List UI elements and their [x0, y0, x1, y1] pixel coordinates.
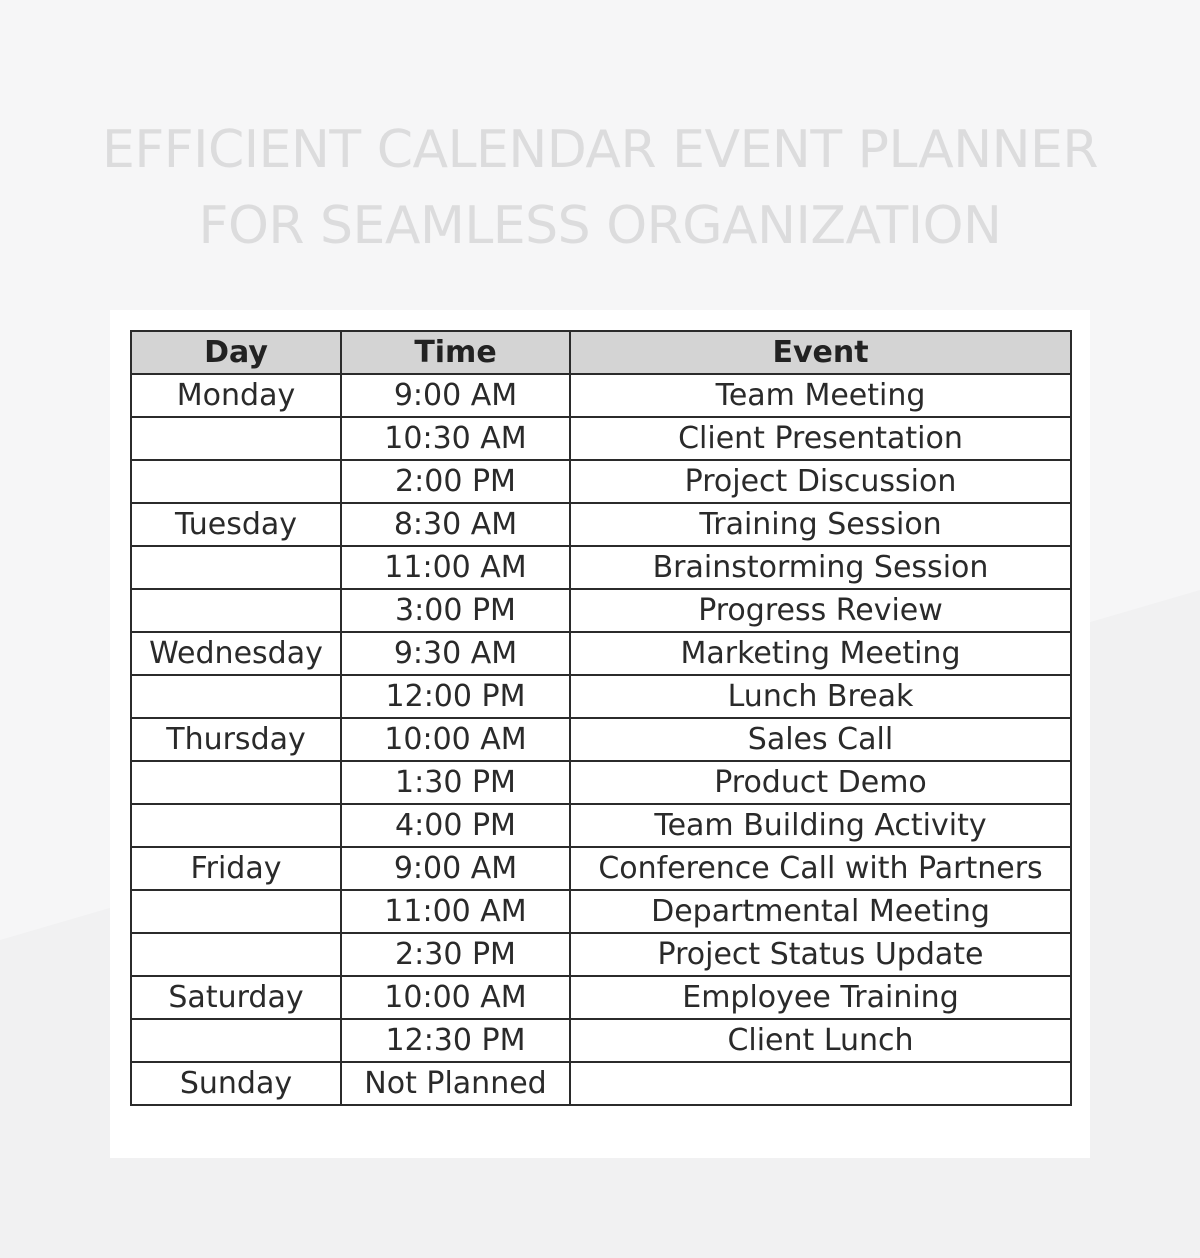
cell-day — [131, 546, 341, 589]
cell-time: 9:30 AM — [341, 632, 570, 675]
cell-event: Departmental Meeting — [570, 890, 1071, 933]
table-row — [131, 1062, 1071, 1105]
cell-event: Lunch Break — [570, 675, 1071, 718]
table-row — [131, 976, 1071, 1019]
cell-event: Project Status Update — [570, 933, 1071, 976]
header-day: Day — [131, 331, 341, 374]
table-row — [131, 847, 1071, 890]
cell-time: 12:30 PM — [341, 1019, 570, 1062]
cell-time: 1:30 PM — [341, 761, 570, 804]
cell-day — [131, 890, 341, 933]
table-row — [131, 761, 1071, 804]
cell-day: Friday — [131, 847, 341, 890]
cell-day — [131, 1019, 341, 1062]
cell-time: 11:00 AM — [341, 546, 570, 589]
header-time: Time — [341, 331, 570, 374]
event-planner-table — [130, 330, 1072, 1106]
cell-event: Training Session — [570, 503, 1071, 546]
cell-time: 11:00 AM — [341, 890, 570, 933]
page-title — [0, 112, 1200, 264]
cell-day — [131, 804, 341, 847]
cell-time: 9:00 AM — [341, 374, 570, 417]
cell-time: 3:00 PM — [341, 589, 570, 632]
table-header-row — [131, 331, 1071, 374]
table-row — [131, 933, 1071, 976]
cell-day: Sunday — [131, 1062, 341, 1105]
cell-event: Conference Call with Partners — [570, 847, 1071, 890]
table-row — [131, 675, 1071, 718]
cell-event: Employee Training — [570, 976, 1071, 1019]
table-row — [131, 503, 1071, 546]
cell-time: 9:00 AM — [341, 847, 570, 890]
table-row — [131, 890, 1071, 933]
cell-event: Team Building Activity — [570, 804, 1071, 847]
cell-day — [131, 589, 341, 632]
cell-event — [570, 1062, 1071, 1105]
cell-time: 2:30 PM — [341, 933, 570, 976]
table-row — [131, 804, 1071, 847]
cell-time: 8:30 AM — [341, 503, 570, 546]
header-event: Event — [570, 331, 1071, 374]
cell-event: Client Lunch — [570, 1019, 1071, 1062]
table-row — [131, 374, 1071, 417]
cell-time: 12:00 PM — [341, 675, 570, 718]
table-row — [131, 460, 1071, 503]
cell-time: 4:00 PM — [341, 804, 570, 847]
cell-day — [131, 933, 341, 976]
cell-time: 10:00 AM — [341, 976, 570, 1019]
table-row — [131, 718, 1071, 761]
table-row — [131, 417, 1071, 460]
cell-time: 10:00 AM — [341, 718, 570, 761]
cell-day: Wednesday — [131, 632, 341, 675]
cell-event: Team Meeting — [570, 374, 1071, 417]
cell-day: Monday — [131, 374, 341, 417]
cell-event: Project Discussion — [570, 460, 1071, 503]
table-row — [131, 1019, 1071, 1062]
title-line-2: FOR SEAMLESS ORGANIZATION — [198, 196, 1002, 256]
table-row — [131, 546, 1071, 589]
cell-day: Tuesday — [131, 503, 341, 546]
cell-day: Thursday — [131, 718, 341, 761]
title-line-1: EFFICIENT CALENDAR EVENT PLANNER — [101, 120, 1099, 180]
cell-day — [131, 417, 341, 460]
table-row — [131, 632, 1071, 675]
cell-event: Progress Review — [570, 589, 1071, 632]
table-row — [131, 589, 1071, 632]
cell-day — [131, 675, 341, 718]
cell-event: Sales Call — [570, 718, 1071, 761]
cell-day — [131, 460, 341, 503]
cell-day: Saturday — [131, 976, 341, 1019]
cell-event: Brainstorming Session — [570, 546, 1071, 589]
cell-time: 10:30 AM — [341, 417, 570, 460]
cell-time: 2:00 PM — [341, 460, 570, 503]
cell-event: Client Presentation — [570, 417, 1071, 460]
cell-time: Not Planned — [341, 1062, 570, 1105]
cell-event: Marketing Meeting — [570, 632, 1071, 675]
cell-event: Product Demo — [570, 761, 1071, 804]
cell-day — [131, 761, 341, 804]
